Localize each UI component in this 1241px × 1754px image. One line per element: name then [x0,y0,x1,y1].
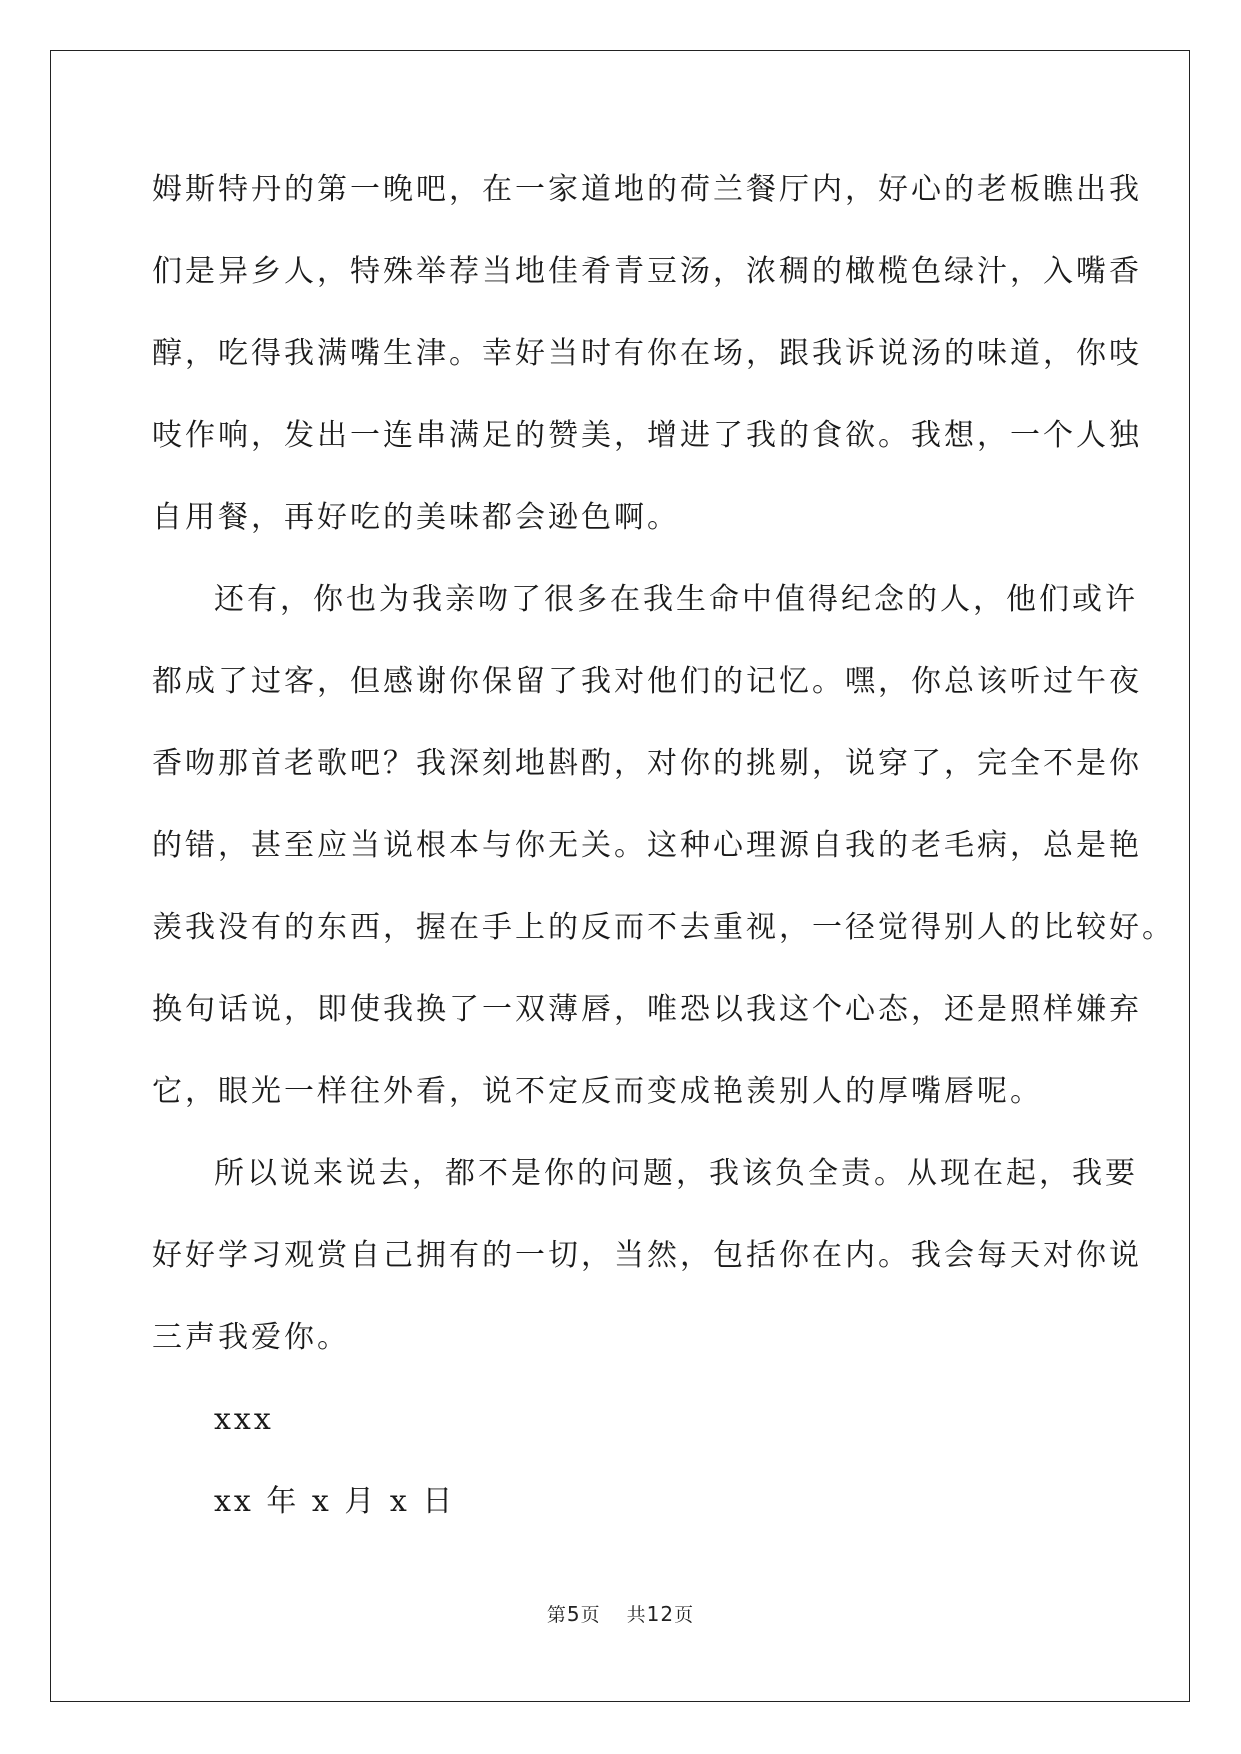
date-line: xx 年 x 月 x 日 [214,1484,456,1519]
text-line: 还有，你也为我亲吻了很多在我生命中值得纪念的人，他们或许 [214,582,1138,617]
total-pages: 12 [646,1602,675,1626]
text-line: 醇，吃得我满嘴生津。幸好当时有你在场，跟我诉说汤的味道，你吱 [152,336,1142,371]
total-prefix: 共 [626,1604,647,1626]
page-footer [0,1600,1241,1627]
text-line: 的错，甚至应当说根本与你无关。这种心理源自我的老毛病，总是艳 [152,828,1142,863]
text-line: 吱作响，发出一连串满足的赞美，增进了我的食欲。我想，一个人独 [152,418,1142,453]
text-line: 好好学习观赏自己拥有的一切，当然，包括你在内。我会每天对你说 [152,1238,1142,1273]
text-line: 它，眼光一样往外看，说不定反而变成艳羡别人的厚嘴唇呢。 [152,1074,1043,1109]
text-line: 们是异乡人，特殊举荐当地佳肴青豆汤，浓稠的橄榄色绿汁，入嘴香 [152,254,1142,289]
text-line: 香吻那首老歌吧？我深刻地斟酌，对你的挑剔，说穿了，完全不是你 [152,746,1142,781]
signature: xxx [214,1402,274,1437]
text-line: 羡我没有的东西，握在手上的反而不去重视，一径觉得别人的比较好。 [152,910,1175,945]
page-prefix: 第 [546,1604,567,1626]
text-line: 都成了过客，但感谢你保留了我对他们的记忆。嘿，你总该听过午夜 [152,664,1142,699]
text-line: 自用餐，再好吃的美味都会逊色啊。 [152,500,680,535]
letter-body [152,160,1175,1554]
page-suffix: 页 [580,1604,601,1626]
page-number: 5 [566,1602,581,1626]
text-line: 换句话说，即使我换了一双薄唇，唯恐以我这个心态，还是照样嫌弃 [152,992,1142,1027]
text-line: 三声我爱你。 [152,1320,350,1355]
text-line: 所以说来说去，都不是你的问题，我该负全责。从现在起，我要 [214,1156,1138,1191]
text-line: 姆斯特丹的第一晚吧，在一家道地的荷兰餐厅内，好心的老板瞧出我 [152,172,1142,207]
total-suffix: 页 [674,1604,695,1626]
